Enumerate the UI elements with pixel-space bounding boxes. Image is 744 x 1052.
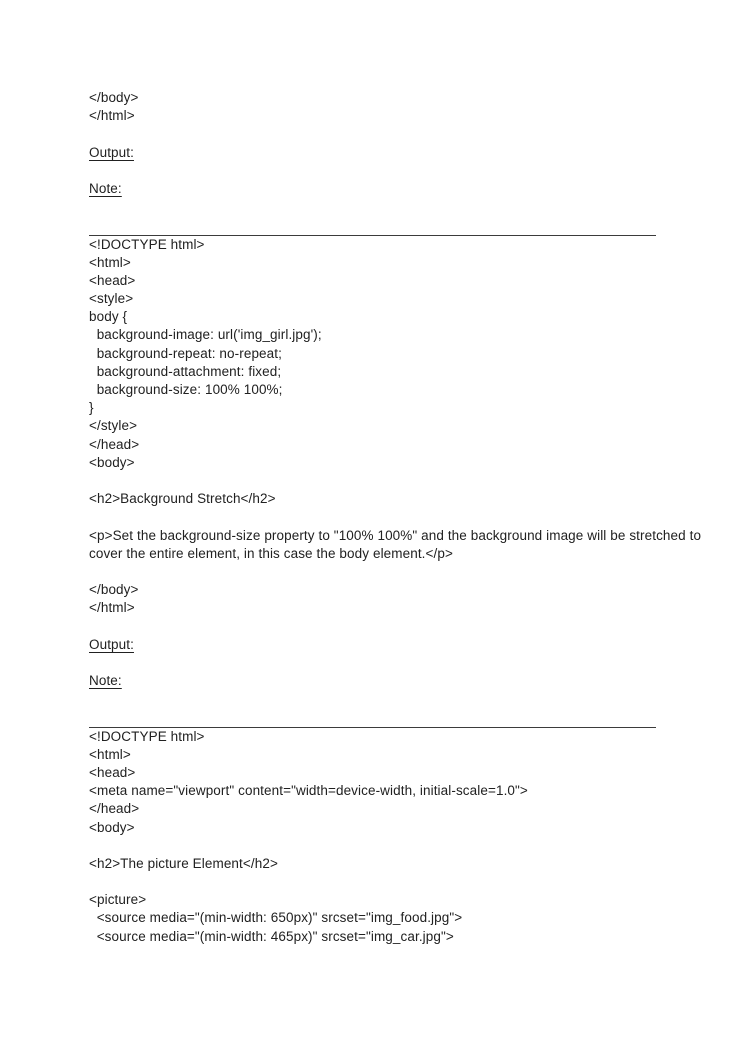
line-text: background-repeat: no-repeat; <box>89 345 282 361</box>
line-text: background-image: url('img_girl.jpg'); <box>89 327 322 343</box>
line-text: <html> <box>89 254 131 270</box>
blank-line <box>89 837 669 855</box>
code-line <box>89 236 669 254</box>
blank-line <box>89 873 669 891</box>
code-line <box>89 490 669 508</box>
line-text: <source media="(min-width: 465px)" srcset="img_car.jpg"> <box>89 928 454 944</box>
blank-line <box>89 563 669 581</box>
line-text: background-size: 100% 100%; <box>89 382 283 397</box>
line-text: cover the entire element, in this case the body element.</p> <box>89 545 453 561</box>
code-line <box>89 746 669 764</box>
code-line <box>89 107 669 125</box>
code-line <box>89 599 669 617</box>
document-content <box>89 89 702 946</box>
line-text: Note: <box>89 673 122 688</box>
code-line <box>89 272 669 290</box>
line-text: </head> <box>89 801 140 817</box>
code-line <box>89 855 669 873</box>
line-text: <body> <box>89 819 135 835</box>
line-text: } <box>89 400 94 416</box>
code-line <box>89 381 669 399</box>
label-note <box>89 672 669 690</box>
line-text: <!DOCTYPE html> <box>89 728 205 744</box>
blank-line <box>89 472 669 490</box>
code-line <box>89 308 669 326</box>
blank-line <box>89 198 669 216</box>
code-line <box>89 782 669 800</box>
line-text: <picture> <box>89 892 147 908</box>
blank-line <box>89 654 669 672</box>
line-text: Note: <box>89 180 122 196</box>
code-line <box>89 363 669 381</box>
line-text: Output: <box>89 144 134 160</box>
code-line <box>89 254 669 272</box>
line-text: <meta name="viewport" content="width=device-width, initial-scale=1.0"> <box>89 783 528 799</box>
code-line <box>89 581 669 599</box>
blank-line <box>89 216 669 234</box>
code-line <box>89 891 669 909</box>
code-line <box>89 819 669 837</box>
line-text: Output: <box>89 636 134 652</box>
code-line <box>89 527 702 545</box>
code-line <box>89 764 669 782</box>
blank-line <box>89 617 669 635</box>
line-text: </html> <box>89 108 135 124</box>
label-output <box>89 144 669 162</box>
line-text: </head> <box>89 436 140 452</box>
label-note <box>89 180 669 198</box>
line-text: background-attachment: fixed; <box>89 363 282 379</box>
code-line <box>89 909 669 927</box>
code-line <box>89 417 669 435</box>
blank-line <box>89 125 669 143</box>
line-text: <style> <box>89 291 134 307</box>
code-line <box>89 89 669 107</box>
code-line <box>89 290 669 308</box>
line-text: </body> <box>89 582 139 598</box>
line-text: </body> <box>89 90 139 105</box>
blank-line <box>89 508 669 526</box>
line-text: <!DOCTYPE html> <box>89 236 205 252</box>
code-line <box>89 326 669 344</box>
line-text: <source media="(min-width: 650px)" srcset="img_food.jpg"> <box>89 910 463 926</box>
line-text: <h2>Background Stretch</h2> <box>89 491 276 507</box>
line-text: <html> <box>89 746 131 762</box>
line-text: body { <box>89 309 128 325</box>
code-line <box>89 345 669 363</box>
line-text: </html> <box>89 600 135 616</box>
line-text: <p>Set the background-size property to "100% 100%" and the background image will be stretched to <box>89 527 702 543</box>
line-text: <h2>The picture Element</h2> <box>89 855 278 871</box>
label-output <box>89 636 669 654</box>
line-text: <head> <box>89 764 136 780</box>
line-text: <head> <box>89 272 136 288</box>
line-text: <body> <box>89 454 135 470</box>
code-line <box>89 399 669 417</box>
code-line <box>89 545 669 563</box>
code-line <box>89 800 669 818</box>
code-line <box>89 928 669 946</box>
blank-line <box>89 690 669 708</box>
line-text: </style> <box>89 418 138 434</box>
code-line <box>89 436 669 454</box>
code-line <box>89 454 669 472</box>
code-line <box>89 728 669 746</box>
blank-line <box>89 162 669 180</box>
blank-line <box>89 708 669 726</box>
